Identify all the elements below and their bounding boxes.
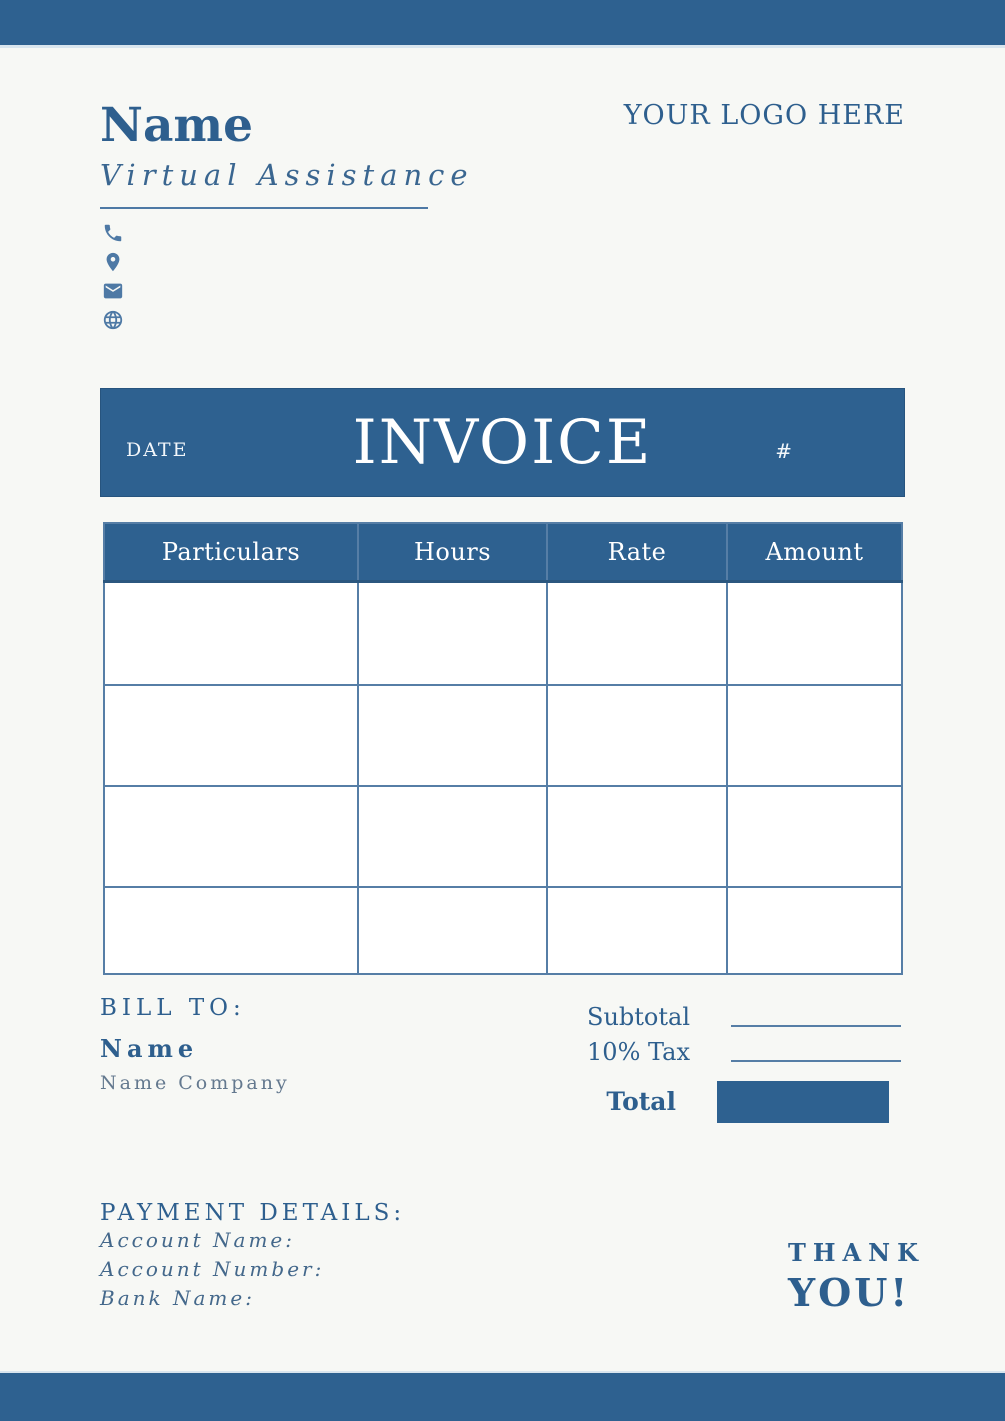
thank-you-line2: YOU! (788, 1270, 911, 1315)
total-label: Total (606, 1087, 676, 1116)
table-row (104, 581, 902, 685)
column-header-hours: Hours (358, 523, 547, 581)
subtotal-fill-line[interactable] (731, 1002, 901, 1027)
payment-details-heading: PAYMENT DETAILS: (100, 1200, 406, 1226)
brand-block (100, 98, 474, 331)
globe-icon (102, 309, 124, 331)
subtotal-row (560, 1002, 903, 1037)
bill-to-heading: BILL TO: (100, 995, 246, 1021)
bill-to-company: Name Company (100, 1072, 290, 1094)
totals-block (560, 1002, 903, 1123)
total-value-box[interactable] (717, 1081, 889, 1123)
table-cell[interactable] (547, 786, 727, 887)
table-cell[interactable] (547, 887, 727, 974)
invoice-title: INVOICE (352, 407, 653, 478)
thank-you-line1: THANK (788, 1238, 925, 1267)
table-cell[interactable] (104, 581, 358, 685)
table-cell[interactable] (358, 887, 547, 974)
table-cell[interactable] (727, 786, 902, 887)
tax-label: 10% Tax (587, 1038, 690, 1066)
contact-icons (102, 222, 440, 331)
table-cell[interactable] (547, 581, 727, 685)
tax-fill-line[interactable] (731, 1037, 901, 1062)
bill-to-block (100, 995, 290, 1094)
bank-name-label: Bank Name: (100, 1286, 255, 1310)
table-row (104, 887, 902, 974)
date-label: DATE (126, 439, 189, 461)
table-header-row (104, 523, 902, 581)
invoice-banner (100, 388, 905, 497)
column-header-amount: Amount (727, 523, 902, 581)
table-cell[interactable] (547, 685, 727, 786)
payment-details-block (100, 1200, 405, 1313)
divider-line (100, 207, 428, 209)
email-icon (102, 280, 124, 302)
account-number-label: Account Number: (100, 1257, 325, 1281)
business-tagline: Virtual Assistance (100, 158, 474, 193)
phone-icon (102, 222, 124, 244)
column-header-rate: Rate (547, 523, 727, 581)
table-cell[interactable] (104, 887, 358, 974)
table-cell[interactable] (358, 581, 547, 685)
table-row (104, 786, 902, 887)
location-pin-icon (102, 251, 124, 273)
total-row (560, 1081, 903, 1123)
thank-you-block (788, 1238, 925, 1315)
business-name: Name (100, 98, 254, 153)
invoice-number-label: # (775, 439, 792, 463)
table-cell[interactable] (104, 685, 358, 786)
logo-placeholder: YOUR LOGO HERE (623, 100, 905, 131)
bill-to-name: Name (100, 1034, 199, 1063)
table-cell[interactable] (358, 685, 547, 786)
table-row (104, 685, 902, 786)
table-cell[interactable] (727, 887, 902, 974)
bottom-accent-bar (0, 1371, 1005, 1421)
subtotal-label: Subtotal (587, 1003, 690, 1031)
table-cell[interactable] (104, 786, 358, 887)
table-cell[interactable] (727, 581, 902, 685)
line-items-table (103, 522, 903, 975)
account-name-label: Account Name: (100, 1228, 296, 1252)
top-accent-bar (0, 0, 1005, 48)
table-cell[interactable] (727, 685, 902, 786)
column-header-particulars: Particulars (104, 523, 358, 581)
tax-row (560, 1037, 903, 1072)
table-cell[interactable] (358, 786, 547, 887)
